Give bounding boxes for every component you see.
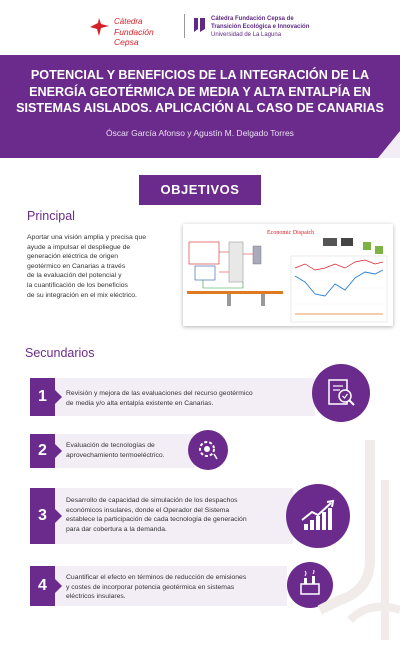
objective-text-4: [66, 573, 296, 602]
objective-line: económicos insulares, donde el Operador del Sistema: [66, 506, 230, 514]
gear-bulb-icon: [188, 430, 228, 470]
objetivos-label: OBJETIVOS: [160, 182, 240, 197]
economic-dispatch-figure: [183, 224, 393, 326]
catedra-logo-icon: [193, 16, 207, 34]
objetivos-heading: [139, 175, 261, 205]
title-banner: [0, 55, 400, 158]
secundarios-heading: Secundarios: [25, 346, 95, 360]
objective-line: aprovechamiento termoeléctrico.: [66, 451, 165, 459]
objective-number-3: 3: [30, 488, 55, 544]
principal-line: Aportar una visión amplia y precisa que: [27, 234, 147, 241]
objective-line: Desarrollo de capacidad de simulación de los despachos: [66, 497, 238, 504]
logo-left-line1: Cátedra: [114, 17, 143, 26]
logo-divider: [184, 14, 185, 38]
logo-right-line2: Transición Ecológica e Innovación: [211, 24, 310, 30]
objective-text-3: [66, 496, 296, 534]
objective-line: y costes de incorporar potencia geotérmica en sistemas: [66, 583, 235, 591]
objective-line: eléctricos insulares.: [66, 593, 126, 601]
principal-line: de la evaluación del potencial y: [27, 272, 122, 280]
objective-text-1: [66, 389, 306, 408]
title-line-3: SISTEMAS AISLADOS. APLICACIÓN AL CASO DE CANARIAS: [16, 101, 384, 115]
principal-heading: Principal: [27, 209, 75, 223]
objective-number-2: 2: [30, 434, 55, 468]
objective-line: Evaluación de tecnologías de: [66, 442, 155, 449]
objective-number-1: 1: [30, 378, 55, 416]
logo-left-line2: Fundación Cepsa: [114, 27, 154, 47]
objective-line: establece la participación de cada tecnología de generación: [66, 516, 247, 524]
page-fold: [378, 131, 400, 158]
objective-line: Cuantificar el efecto en términos de reducción de emisiones: [66, 574, 247, 581]
objective-number-4: 4: [30, 566, 55, 606]
objective-line: de media y/o alta entalpía existente en Canarias.: [66, 399, 214, 407]
logo-right-line3: Universidad de La Laguna: [211, 32, 282, 38]
objective-line: para dar cobertura a la demanda.: [66, 525, 167, 533]
principal-text: [27, 233, 172, 300]
title-line-2: ENERGÍA GEOTÉRMICA DE MEDIA Y ALTA ENTALPÍA EN: [29, 84, 371, 99]
figure-title: Economic Dispatch: [267, 230, 315, 236]
chart-search-icon: [312, 364, 370, 422]
principal-line: geotérmico en Canarias a través: [27, 262, 126, 270]
cepsa-logo: [88, 14, 180, 47]
header: [0, 0, 400, 52]
catedra-logo: [193, 12, 373, 42]
background-decoration: [310, 440, 400, 650]
principal-line: la cuantificación de los beneficios: [27, 281, 128, 289]
objective-line: Revisión y mejora de las evaluaciones del recurso geotérmico: [66, 390, 253, 397]
principal-line: ayude a impulsar el despliegue de: [27, 243, 131, 251]
logo-right-line1: Cátedra Fundación Cepsa de: [211, 16, 294, 22]
principal-line: generación eléctrica de origen: [27, 253, 119, 261]
authors: Óscar García Afonso y Agustín M. Delgado Torres: [106, 128, 294, 138]
objective-text-2: [66, 441, 196, 460]
poster-title: [10, 67, 390, 117]
title-line-1: POTENCIAL Y BENEFICIOS DE LA INTEGRACIÓN DE LA: [30, 68, 370, 82]
cepsa-logo-icon: [88, 17, 110, 37]
principal-line: de su integración en el mix eléctrico.: [27, 291, 137, 299]
dispatch-illustration: [183, 224, 393, 326]
